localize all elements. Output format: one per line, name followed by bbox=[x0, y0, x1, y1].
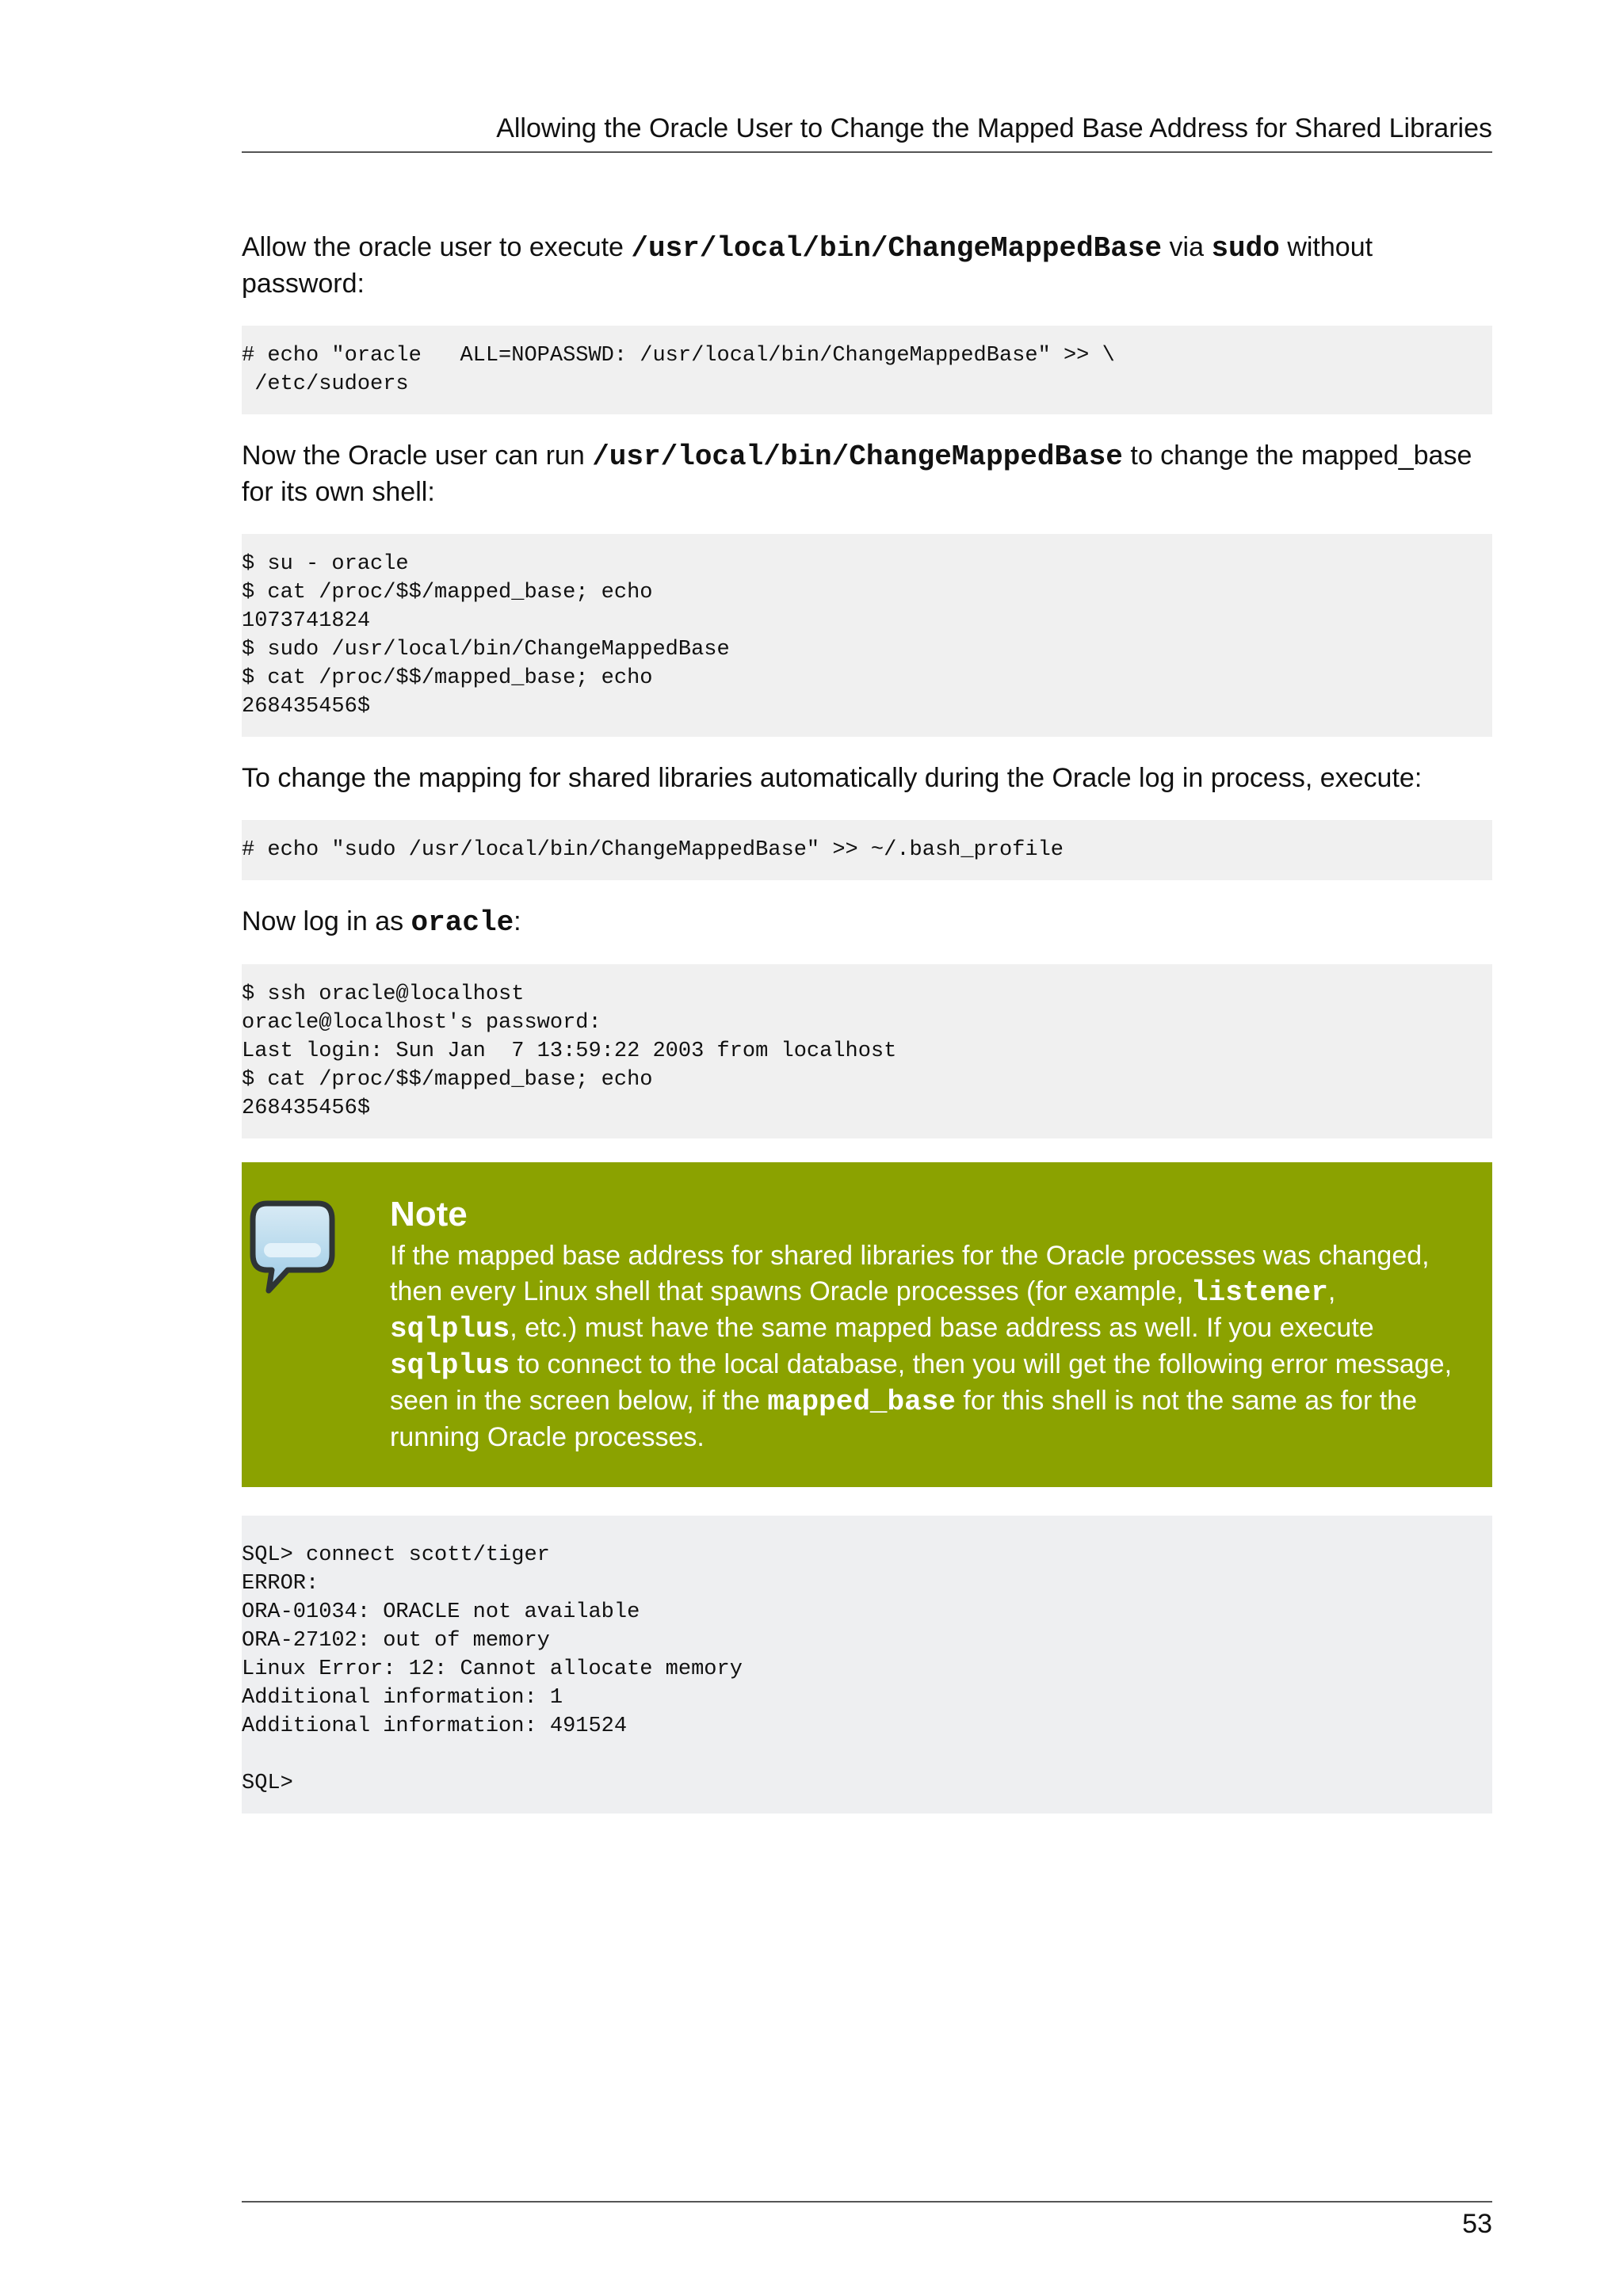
text: to change the mapped_base for its own shell: bbox=[242, 441, 1472, 507]
paragraph-login bbox=[242, 904, 1492, 940]
text: Allow the oracle user to execute bbox=[242, 232, 632, 262]
running-header: Allowing the Oracle User to Change the Mapped Base Address for Shared Libraries bbox=[242, 113, 1492, 153]
text: If the mapped base address for shared libraries for the Oracle processes was changed, then every Linux shell that spawns Oracle processes (for example, bbox=[390, 1241, 1430, 1306]
inline-code-command: /usr/local/bin/ChangeMappedBase bbox=[592, 441, 1123, 473]
text: without password: bbox=[242, 232, 1373, 299]
text: To change the mapping for shared libraries automatically during the Oracle log in process, execute: bbox=[242, 763, 1423, 793]
text: via bbox=[1162, 232, 1212, 262]
code-block-shell-session: $ su - oracle $ cat /proc/$$/mapped_base; echo 1073741824 $ sudo /usr/local/bin/ChangeMappedBase $ cat /proc/$$/mapped_base; echo 268435456$ bbox=[242, 534, 1492, 737]
footer-divider bbox=[242, 2201, 1492, 2203]
code-block-bash-profile: # echo "sudo /usr/local/bin/ChangeMappedBase" >> ~/.bash_profile bbox=[242, 820, 1492, 880]
inline-code-sqlplus: sqlplus bbox=[390, 1349, 510, 1382]
text: for this shell is not the same as for the running Oracle processes. bbox=[390, 1386, 1418, 1452]
inline-code-sqlplus: sqlplus bbox=[390, 1313, 510, 1345]
inline-code-sudo: sudo bbox=[1211, 232, 1280, 265]
page-number: 53 bbox=[1462, 2209, 1492, 2239]
inline-code-mapped-base: mapped_base bbox=[767, 1386, 956, 1418]
code-block-ssh-session: $ ssh oracle@localhost oracle@localhost's password: Last login: Sun Jan 7 13:59:22 2003 from localhost $ cat /proc/$$/mapped_base; echo 268435456$ bbox=[242, 964, 1492, 1138]
text: to connect to the local database, then you will get the following error message, seen in the screen below, if the bbox=[390, 1349, 1453, 1416]
text: Now log in as bbox=[242, 906, 411, 936]
text: , etc.) must have the same mapped base address as well. If you execute bbox=[510, 1313, 1374, 1343]
inline-code-listener: listener bbox=[1191, 1276, 1328, 1309]
note-title: Note bbox=[390, 1195, 468, 1234]
note-admonition bbox=[242, 1162, 1492, 1487]
paragraph-allow-sudo bbox=[242, 230, 1492, 302]
page-content bbox=[242, 230, 1492, 1837]
text: , bbox=[1327, 1276, 1336, 1306]
note-body bbox=[390, 1238, 1461, 1455]
code-block-sudoers: # echo "oracle ALL=NOPASSWD: /usr/local/bin/ChangeMappedBase" >> \ /etc/sudoers bbox=[242, 326, 1492, 414]
paragraph-auto-mapping bbox=[242, 761, 1492, 796]
inline-code-oracle: oracle bbox=[411, 906, 514, 939]
speech-bubble-icon bbox=[248, 1197, 337, 1302]
paragraph-run-command bbox=[242, 438, 1492, 510]
inline-code-command: /usr/local/bin/ChangeMappedBase bbox=[631, 232, 1163, 265]
text: Now the Oracle user can run bbox=[242, 441, 593, 471]
code-block-sql-error: SQL> connect scott/tiger ERROR: ORA-01034: ORACLE not available ORA-27102: out of memory Linux Error: 12: Cannot allocate memory Additional information: 1 Additional information: 491524 SQL> bbox=[242, 1516, 1492, 1814]
text: : bbox=[514, 906, 521, 936]
